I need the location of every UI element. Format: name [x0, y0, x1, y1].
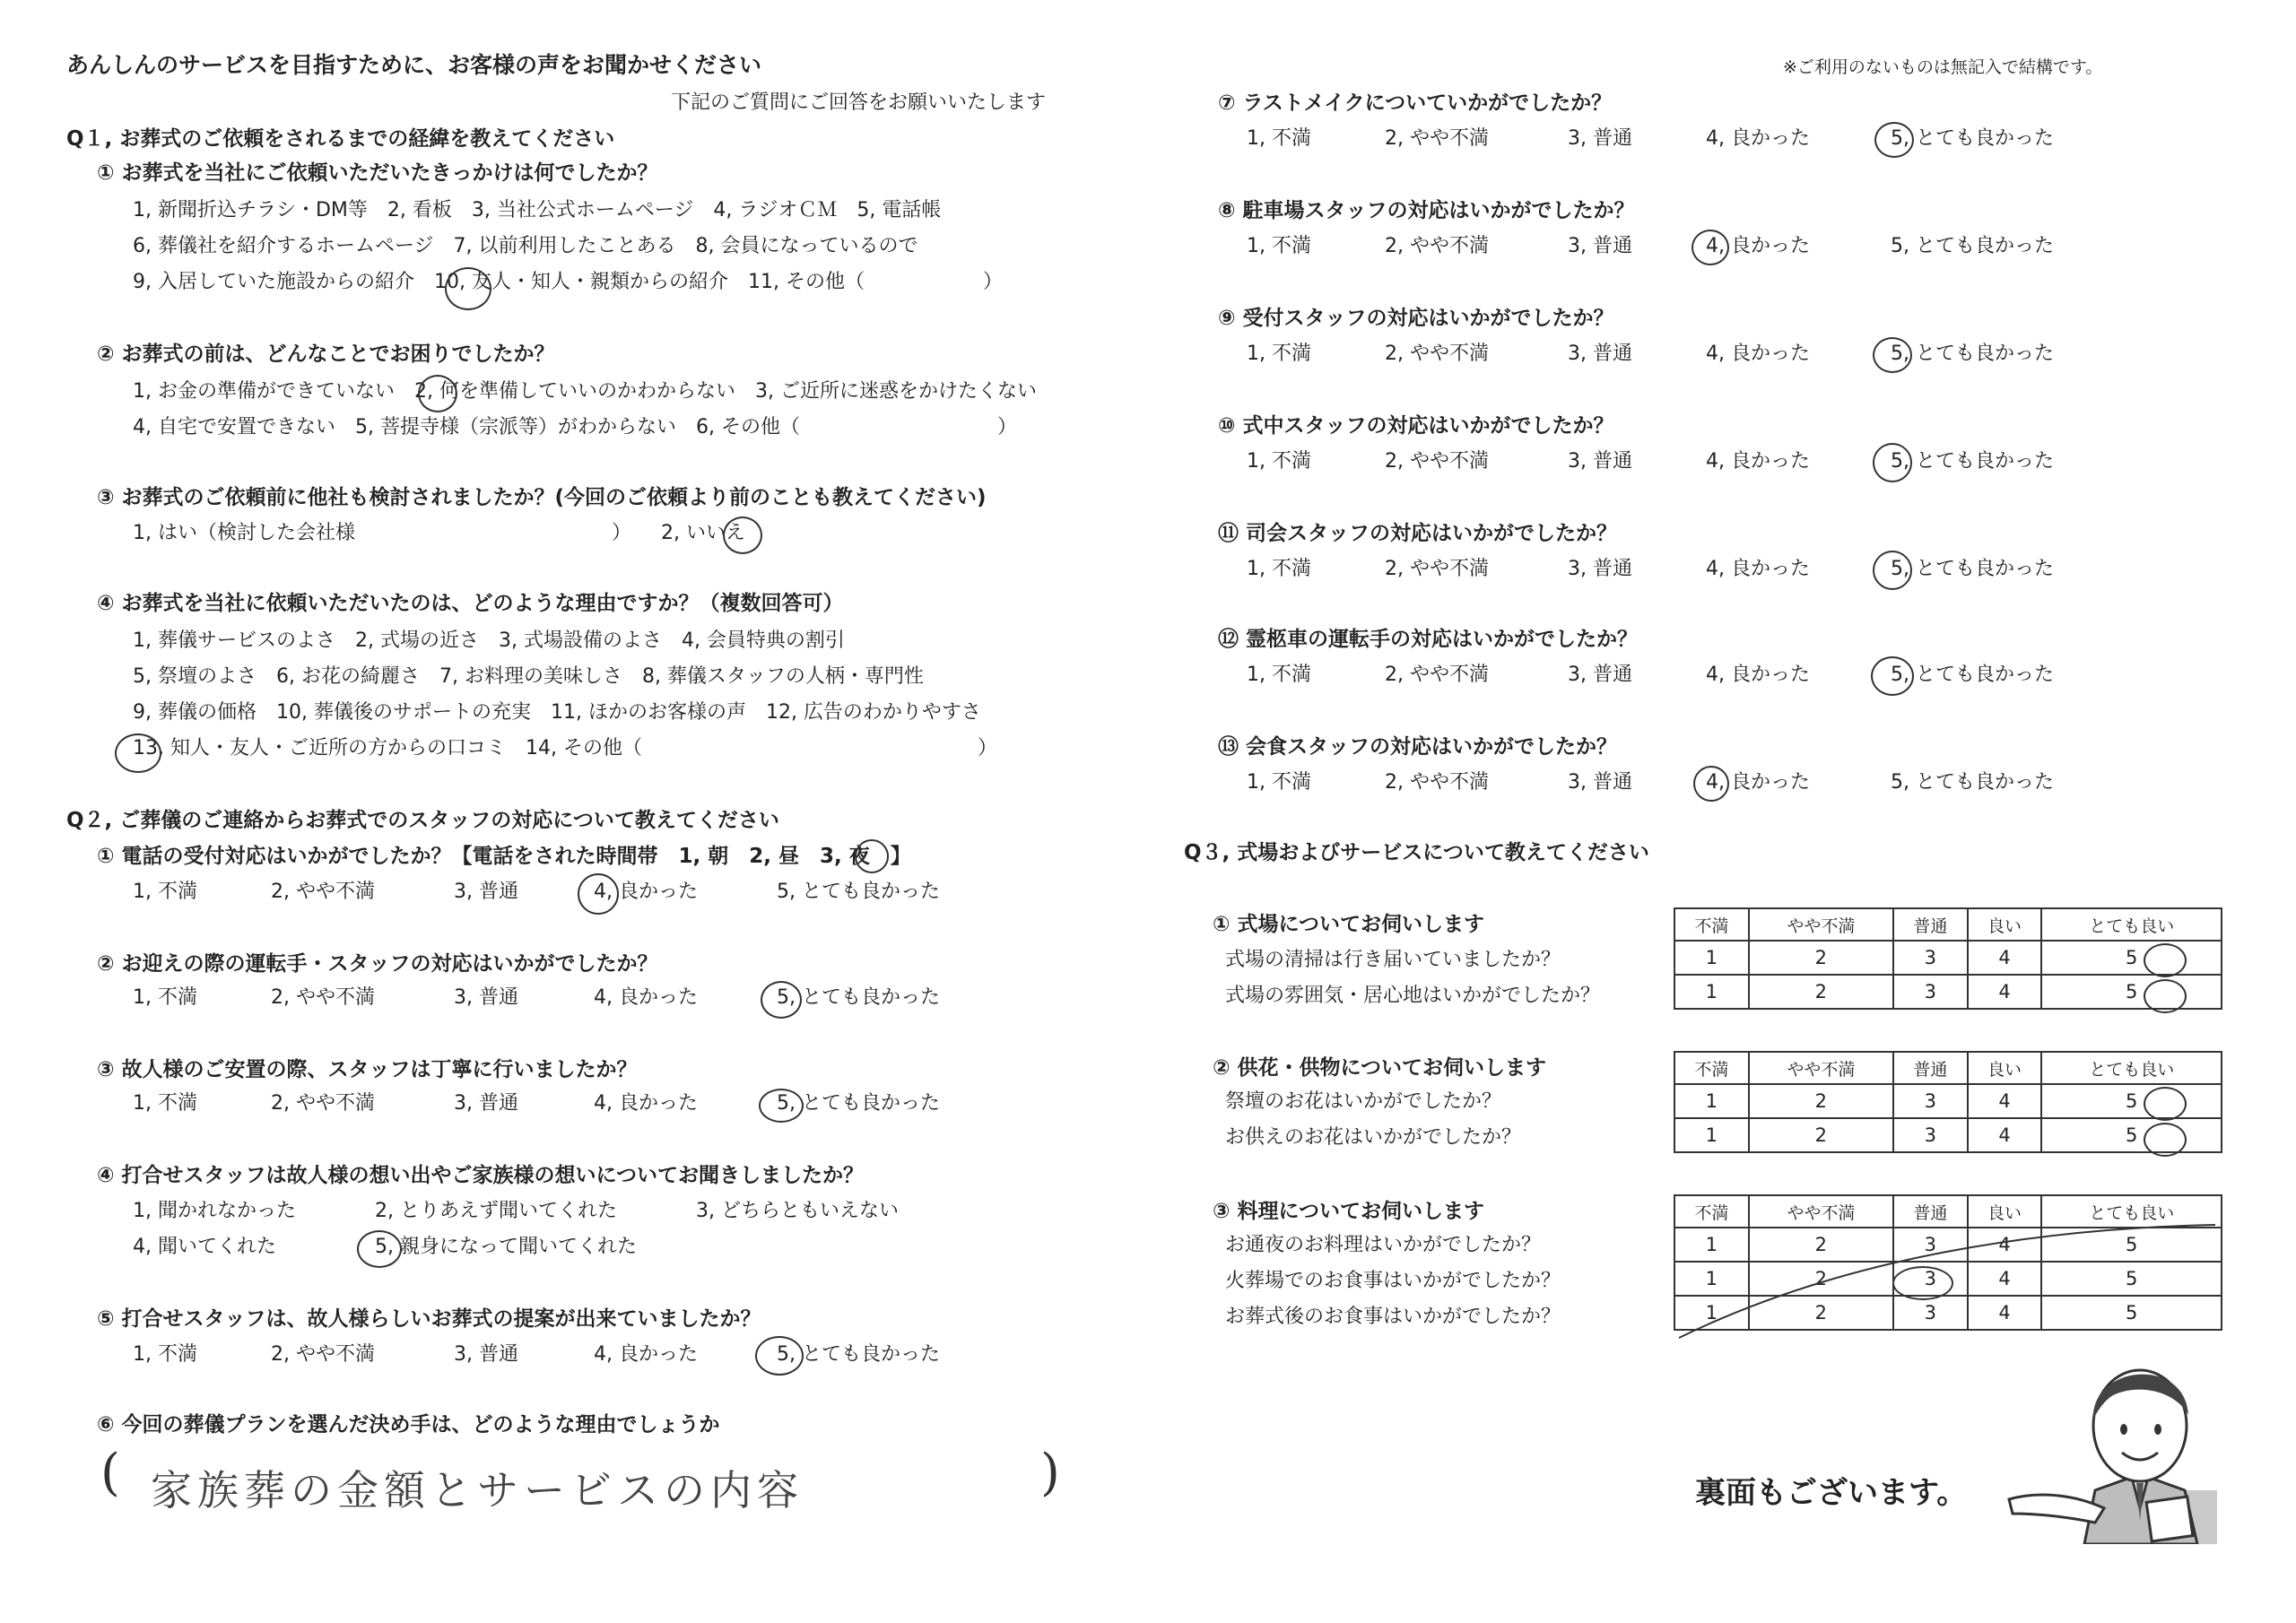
answer-circle — [755, 1336, 804, 1376]
q2-5-title: ⑤ 打合せスタッフは、故人様らしいお葬式の提案が出来ていましたか？ — [97, 1307, 761, 1331]
answer-circle — [1873, 551, 1912, 590]
answer-circle — [1873, 337, 1912, 373]
q3-2-row1-label: 祭壇のお花はいかがでしたか？ — [1225, 1090, 1502, 1113]
q2-2-title: ② お迎えの際の運転手・スタッフの対応はいかがでしたか？ — [97, 952, 658, 976]
q1-4-title: ④ お葬式を当社に依頼いただいたのは、どのような理由ですか？（複数回答可） — [97, 592, 844, 615]
q2-11-opt4: 4, 良かった — [1706, 558, 1810, 580]
staff-illustration — [2005, 1356, 2217, 1544]
q2-5-opt2: 2, やや不満 — [271, 1343, 375, 1366]
answer-circle — [418, 375, 457, 412]
rating-cell: 4 — [1968, 1296, 2042, 1330]
answer-circle — [1873, 443, 1912, 482]
q2-3-opt5: 5, とても良かった — [777, 1092, 940, 1115]
q1-2-title: ② お葬式の前は、どんなことでお困りでしたか？ — [97, 343, 555, 366]
q1-3-line1: 1, はい（検討した会社様 ） 2, いいえ — [133, 522, 745, 544]
scale-header-4: 良い — [1968, 1052, 2042, 1084]
q2-5-opt3: 3, 普通 — [454, 1343, 518, 1366]
rating-cell: 5 — [2041, 1118, 2222, 1152]
q2-4-title: ④ 打合せスタッフは故人様の想い出やご家族様の想いについてお聞きしましたか？ — [97, 1164, 865, 1187]
q2-10-opt5: 5, とても良かった — [1891, 450, 2054, 473]
q2-1-opt5: 5, とても良かった — [777, 881, 940, 903]
rating-cell: 1 — [1674, 1118, 1749, 1152]
rating-cell: 1 — [1674, 1296, 1749, 1330]
q2-9-opt4: 4, 良かった — [1706, 343, 1810, 365]
q3-3-row1-label: お通夜のお料理はいかがでしたか？ — [1225, 1234, 1542, 1256]
rating-cell: 5 — [2041, 1296, 2222, 1330]
answer-circle — [723, 516, 762, 554]
q2-12-opt5: 5, とても良かった — [1891, 664, 2054, 686]
q2-13-opt3: 3, 普通 — [1568, 771, 1632, 794]
q2-5-opt1: 1, 不満 — [133, 1343, 197, 1366]
rating-cell: 3 — [1893, 1084, 1968, 1118]
q2-3-opt3: 3, 普通 — [454, 1092, 518, 1115]
q2-10-opt1: 1, 不満 — [1247, 450, 1311, 473]
q2-13-opt1: 1, 不満 — [1247, 771, 1311, 794]
q2-12-opt4: 4, 良かった — [1706, 664, 1810, 686]
q2-3-opt2: 2, やや不満 — [271, 1092, 375, 1115]
q2-9-title: ⑨ 受付スタッフの対応はいかがでしたか？ — [1218, 307, 1614, 330]
rating-cell: 1 — [1674, 975, 1749, 1009]
answer-circle — [445, 267, 491, 310]
q2-13-title: ⑬ 会食スタッフの対応はいかがでしたか？ — [1218, 735, 1618, 759]
scale-header-3: 普通 — [1893, 1195, 1968, 1228]
q2-11-opt2: 2, やや不満 — [1385, 558, 1489, 580]
q2-8-opt5: 5, とても良かった — [1891, 235, 2054, 257]
q2-3-title: ③ 故人様のご安置の際、スタッフは丁寧に行いましたか？ — [97, 1058, 638, 1081]
q2-2-opt2: 2, やや不満 — [271, 986, 375, 1009]
q2-2-opt5: 5, とても良かった — [777, 986, 940, 1009]
q2-1-title: ① 電話の受付対応はいかがでしたか？【電話をされた時間帯 1, 朝 2, 昼 3, 夜 】 — [97, 845, 911, 868]
q2-1-opt1: 1, 不満 — [133, 881, 197, 903]
q2-13-opt4: 4, 良かった — [1706, 771, 1810, 794]
q2-3-opt4: 4, 良かった — [594, 1092, 698, 1115]
scale-header-4: 良い — [1968, 908, 2042, 941]
q1-heading: Q１, お葬式のご依頼をされるまでの経緯を教えてください — [66, 127, 615, 151]
q2-11-opt1: 1, 不満 — [1247, 558, 1311, 580]
rating-cell: 4 — [1968, 975, 2042, 1009]
rating-cell: 1 — [1674, 1084, 1749, 1118]
q2-9-opt1: 1, 不満 — [1247, 343, 1311, 365]
scale-header-1: 不満 — [1674, 908, 1749, 941]
q2-2-opt1: 1, 不満 — [133, 986, 197, 1009]
rating-cell: 3 — [1893, 1228, 1968, 1262]
answer-circle — [115, 733, 161, 773]
q1-1-line1: 1, 新聞折込チラシ・DM等 2, 看板 3, 当社公式ホームページ 4, ラジオＣＭ 5, 電話帳 — [133, 199, 942, 221]
q2-8-opt3: 3, 普通 — [1568, 235, 1632, 257]
q2-12-opt3: 3, 普通 — [1568, 664, 1632, 686]
q3-2-rating-table — [1674, 1051, 2222, 1153]
q2-10-opt4: 4, 良かった — [1706, 450, 1810, 473]
rating-cell: 5 — [2041, 975, 2222, 1009]
q2-11-title: ⑪ 司会スタッフの対応はいかがでしたか？ — [1218, 522, 1618, 545]
answer-open-paren: ( — [100, 1444, 120, 1502]
q2-7-opt1: 1, 不満 — [1247, 127, 1311, 150]
q3-3-row3-label: お葬式後のお食事はいかがでしたか？ — [1225, 1306, 1561, 1328]
page-note: ※ご利用のないものは無記入で結構です。 — [1783, 57, 2103, 77]
scale-header-5: とても良い — [2041, 1195, 2222, 1228]
answer-circle — [2144, 1087, 2187, 1121]
q2-12-opt2: 2, やや不満 — [1385, 664, 1489, 686]
q2-2-opt4: 4, 良かった — [594, 986, 698, 1009]
rating-cell: 2 — [1749, 975, 1893, 1009]
answer-circle — [578, 873, 619, 915]
q3-2-title: ② 供花・供物についてお伺いします — [1213, 1056, 1547, 1080]
q1-2-line1: 1, お金の準備ができていない 2, 何を準備していいのかわからない 3, ご近所に迷惑をかけたくない — [133, 380, 1037, 403]
q2-8-opt4: 4, 良かった — [1706, 235, 1810, 257]
answer-circle — [759, 1089, 804, 1123]
answer-circle — [855, 839, 889, 873]
q1-3-title: ③ お葬式のご依頼前に他社も検討されましたか？(今回のご依頼より前のことも教えてください) — [97, 486, 987, 509]
q3-heading: Q３, 式場およびサービスについて教えてください — [1184, 841, 1649, 864]
q2-9-opt2: 2, やや不満 — [1385, 343, 1489, 365]
scale-header-1: 不満 — [1674, 1195, 1749, 1228]
q1-2-line2: 4, 自宅で安置できない 5, 菩提寺様（宗派等）がわからない 6, その他（ ） — [133, 416, 1017, 438]
q3-1-title: ① 式場についてお伺いします — [1213, 913, 1485, 936]
scale-header-1: 不満 — [1674, 1052, 1749, 1084]
q1-4-line2: 5, 祭壇のよさ 6, お花の綺麗さ 7, お料理の美味しさ 8, 葬儀スタッフの人柄・専門性 — [133, 665, 924, 688]
answer-circle — [1693, 766, 1729, 802]
scale-header-2: やや不満 — [1749, 908, 1893, 941]
rating-cell: 3 — [1893, 1262, 1968, 1296]
q2-11-opt5: 5, とても良かった — [1891, 558, 2054, 580]
q2-3-opt1: 1, 不満 — [133, 1092, 197, 1115]
q1-1-line2: 6, 葬儀社を紹介するホームページ 7, 以前利用したことある 8, 会員になっているので — [133, 235, 918, 257]
answer-circle — [2144, 943, 2187, 977]
page-title: あんしんのサービスを目指すために、お客様の声をお聞かせください — [66, 52, 762, 78]
rating-cell: 3 — [1893, 941, 1968, 975]
pen-stroke-mark — [1668, 1219, 2224, 1345]
rating-cell: 1 — [1674, 1228, 1749, 1262]
rating-cell: 4 — [1968, 941, 2042, 975]
q2-8-opt1: 1, 不満 — [1247, 235, 1311, 257]
q2-6-title: ⑥ 今回の葬儀プランを選んだ決め手は、どのような理由でしょうか — [97, 1413, 720, 1436]
q3-2-row2-label: お供えのお花はいかがでしたか？ — [1225, 1126, 1522, 1149]
handwritten-answer: 家族葬の金額とサービスの内容 — [151, 1466, 804, 1515]
rating-cell: 3 — [1893, 975, 1968, 1009]
rating-cell: 1 — [1674, 1262, 1749, 1296]
rating-cell: 2 — [1749, 1296, 1893, 1330]
q2-9-opt5: 5, とても良かった — [1891, 343, 2054, 365]
q3-1-row1-label: 式場の清掃は行き届いていましたか？ — [1225, 949, 1561, 971]
answer-circle — [2144, 979, 2187, 1013]
q2-1-opt3: 3, 普通 — [454, 881, 518, 903]
q2-7-opt4: 4, 良かった — [1706, 127, 1810, 150]
q1-1-line3: 9, 入居していた施設からの紹介 10, 友人・知人・親類からの紹介 11, その他（ ） — [133, 271, 1003, 293]
rating-cell: 4 — [1968, 1084, 2042, 1118]
q2-4-line2: 4, 聞いてくれた 5, 親身になって聞いてくれた — [133, 1236, 637, 1258]
q2-12-opt1: 1, 不満 — [1247, 664, 1311, 686]
rating-cell: 5 — [2041, 941, 2222, 975]
q2-8-opt2: 2, やや不満 — [1385, 235, 1489, 257]
rating-cell: 2 — [1749, 1084, 1893, 1118]
q1-4-line3: 9, 葬儀の価格 10, 葬儀後のサポートの充実 11, ほかのお客様の声 12, 広告のわかりやすさ — [133, 701, 981, 724]
q1-4-line1: 1, 葬儀サービスのよさ 2, 式場の近さ 3, 式場設備のよさ 4, 会員特典の割引 — [133, 629, 845, 652]
q1-1-title: ① お葬式を当社にご依頼いただいたきっかけは何でしたか？ — [97, 161, 658, 185]
q1-4-line4: 13, 知人・友人・ご近所の方からの口コミ 14, その他（ ） — [133, 737, 997, 759]
answer-close-paren: ) — [1040, 1444, 1060, 1502]
q3-3-title: ③ 料理についてお伺いします — [1213, 1200, 1485, 1223]
scale-header-3: 普通 — [1893, 1052, 1968, 1084]
q2-7-title: ⑦ ラストメイクについていかがでしたか？ — [1218, 91, 1613, 115]
rating-cell: 5 — [2041, 1262, 2222, 1296]
q2-7-opt5: 5, とても良かった — [1891, 127, 2054, 150]
q2-11-opt3: 3, 普通 — [1568, 558, 1632, 580]
scale-header-3: 普通 — [1893, 908, 1968, 941]
page-subtitle: 下記のご質問にご回答をお願いいたします — [671, 91, 1047, 114]
rating-cell: 3 — [1893, 1296, 1968, 1330]
back-side-note: 裏面もございます。 — [1695, 1475, 1968, 1511]
q2-2-opt3: 3, 普通 — [454, 986, 518, 1009]
scale-header-2: やや不満 — [1749, 1195, 1893, 1228]
rating-cell: 4 — [1968, 1262, 2042, 1296]
answer-circle — [1692, 230, 1729, 265]
q3-3-row2-label: 火葬場でのお食事はいかがでしたか？ — [1225, 1270, 1561, 1292]
q2-10-opt2: 2, やや不満 — [1385, 450, 1489, 473]
q2-9-opt3: 3, 普通 — [1568, 343, 1632, 365]
q2-13-opt5: 5, とても良かった — [1891, 771, 2054, 794]
rating-cell: 2 — [1749, 1228, 1893, 1262]
rating-cell: 4 — [1968, 1228, 2042, 1262]
q2-7-opt3: 3, 普通 — [1568, 127, 1632, 150]
answer-circle — [357, 1230, 402, 1268]
q2-5-opt5: 5, とても良かった — [777, 1343, 940, 1366]
scale-header-5: とても良い — [2041, 908, 2222, 941]
q3-1-rating-table — [1674, 907, 2222, 1010]
answer-circle — [1874, 122, 1914, 158]
rating-cell: 1 — [1674, 941, 1749, 975]
q2-10-title: ⑩ 式中スタッフの対応はいかがでしたか？ — [1218, 414, 1614, 438]
answer-circle — [2144, 1123, 2187, 1157]
q2-7-opt2: 2, やや不満 — [1385, 127, 1489, 150]
q3-1-row2-label: 式場の雰囲気・居心地はいかがでしたか？ — [1225, 985, 1601, 1007]
answer-circle — [761, 981, 802, 1019]
answer-circle — [1871, 656, 1914, 696]
rating-cell: 3 — [1893, 1118, 1968, 1152]
q2-12-title: ⑫ 霊柩車の運転手の対応はいかがでしたか？ — [1218, 628, 1639, 651]
q2-1-opt2: 2, やや不満 — [271, 881, 375, 903]
rating-cell: 2 — [1749, 1262, 1893, 1296]
q2-4-line1: 1, 聞かれなかった 2, とりあえず聞いてくれた 3, どちらともいえない — [133, 1200, 899, 1222]
rating-cell: 4 — [1968, 1118, 2042, 1152]
scale-header-4: 良い — [1968, 1195, 2042, 1228]
q2-13-opt2: 2, やや不満 — [1385, 771, 1489, 794]
q2-heading: Q２, ご葬儀のご連絡からお葬式でのスタッフの対応について教えてください — [66, 809, 779, 832]
q2-8-title: ⑧ 駐車場スタッフの対応はいかがでしたか？ — [1218, 199, 1635, 222]
scale-header-2: やや不満 — [1749, 1052, 1893, 1084]
scale-header-5: とても良い — [2041, 1052, 2222, 1084]
rating-cell: 5 — [2041, 1084, 2222, 1118]
q2-5-opt4: 4, 良かった — [594, 1343, 698, 1366]
q2-1-opt4: 4, 良かった — [594, 881, 698, 903]
rating-cell: 5 — [2041, 1228, 2222, 1262]
rating-cell: 2 — [1749, 941, 1893, 975]
rating-cell: 2 — [1749, 1118, 1893, 1152]
q2-10-opt3: 3, 普通 — [1568, 450, 1632, 473]
